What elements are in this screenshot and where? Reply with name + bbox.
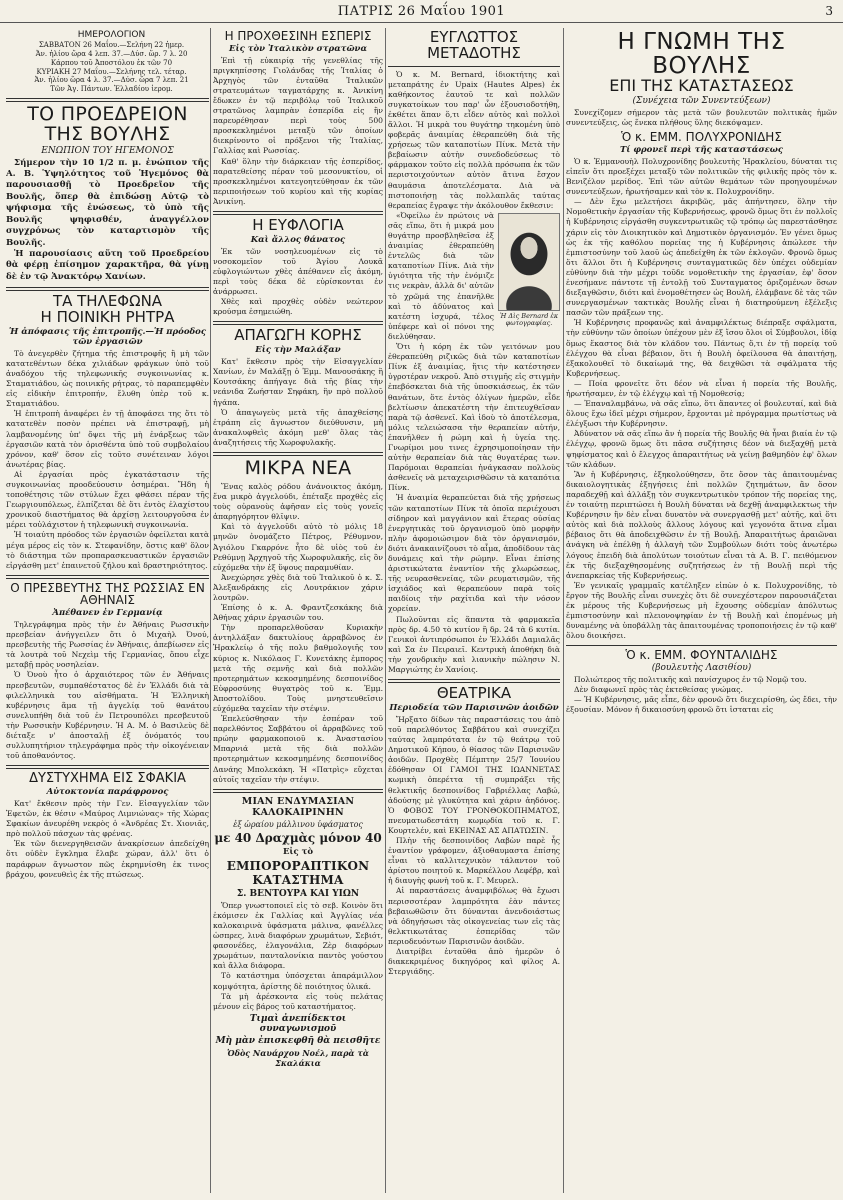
- article-paragraph: Ἐπίσης ὁ κ. Α. Φραντζεσκάκης διὰ Ἀθήνας χάριν ἐργασιῶν του.: [213, 603, 383, 623]
- article-paragraph: Ὁ ἀπαγωγεὺς μετὰ τῆς ἀπαχθείσης ἐτράπη εἰς ἄγνωστον διεύθυνσιν, μὴ ἀνακαλυφθεὶς ἀκόμη μεθ' ὅλας τὰς ἀναζητήσεις τῆς Χωροφυλακῆς.: [213, 407, 383, 447]
- continued-note: (Συνέχεια τῶν Συνεντεύξεων): [632, 96, 771, 107]
- ad-line: ΜΙΑΝ ΕΝΔΥΜΑΣΙΑΝ ΚΑΛΟΚΑΙΡΙΝΗΝ: [241, 795, 355, 818]
- ad-line: Σ. ΒΕΝΤΟΥΡΑ ΚΑΙ ΥΙΩΝ: [236, 888, 360, 899]
- article-paragraph: Χθὲς καὶ προχθὲς οὐδὲν νεώτερον κρούσμα ἐσημειώθη.: [213, 297, 383, 317]
- headline: ΕΥΓΛΩΤΤΟΣ ΜΕΤΑΔΟΤΗΣ: [427, 30, 521, 62]
- article-paragraph: Ὅπερ γνωστοποιεῖ εἰς τὸ σεβ. Κοινὸν ὅτι ἐκόμισεν ἐκ Γαλλίας καὶ Ἀγγλίας νέα καλοκαιρινὰ ὑφάσματα μάλινα, φανέλλες ὡσπρες, λινὰ διαφόρων χρωμάτων, Σεβιότ, φασονέδες, ἐλαγονάλια, Ζὲρ διαφόρων χρωμάτων, πανταλονίκια παντὸς γούστου καὶ ἄλλα διάφορα.: [213, 900, 383, 971]
- article-paragraph: Ὁ κ. Ἐμμανουὴλ Πολυχρονίδης βουλευτὴς Ἡρακλείου, δύναται τις εἰπεῖν ὅτι προεξέχει μεταξὺ τῶν πολιτικῶν τῆς φιλικῆς πρὸς τὸν κ. Βενιζέλον μερίδος. Ἐπὶ τῶν αὐτῶν θεμάτων τῶν προηγουμένων συνεντεύξεων, ἠρωτήσαμεν καὶ τὸν κ. Πολυχρονίδην.: [566, 156, 837, 197]
- subheadline: Τί φρονεῖ περὶ τῆς καταστάσεως: [619, 144, 784, 155]
- article-paragraph: Ἐπὶ τῇ εὐκαιρίᾳ τῆς γενεθλίας τῆς πριγκηπίσσης Γιολάνδας τῆς Ἰταλίας ὁ Ἀρχηγὸς τῶν ἐνταῦθα Ἰταλικῶν στρατευμάτων ταγματάρχης κ. Ἀνικίνη ἔδωκεν ἐν τῷ περιβόλῳ τοῦ Ἰταλικοῦ στρατῶνος λαμπρὰν ἑσπερίδα εἰς ἣν παρευρέθησαν περὶ τοὺς 500 προσκεκλημένοι μεταξὺ τῶν ὁποίων διεκρίνοντο οἱ πρόξενοι τῆς Ἰταλίας, Γαλλίας καὶ Ρωσσίας.: [213, 55, 383, 156]
- article-paragraph: Τὸ κατάστημα ὑπόσχεται ἀπαράμιλλον κομψότητα, ἀρίστης δὲ ποιότητος ὑλικά.: [213, 971, 383, 991]
- calendar-line: ΚΥΡΙΑΚΗ 27 Μαΐου.—Σελήνης τελ. τέταρ.: [36, 67, 187, 76]
- headline: ΕΠΙ ΤΗΣ ΚΑΤΑΣΤΑΣΕΩΣ: [609, 76, 794, 96]
- headline: Η ΓΝΩΜΗ ΤΗΣ ΒΟΥΛΗΣ: [617, 30, 786, 80]
- subheadline: Αὐτοκτονία παράφρονος: [46, 786, 169, 797]
- article-paragraph: Τὰ μὴ ἀρέσκοντα εἰς τοὺς πελάτας μένουν εἰς βάρος τοῦ καταστήματος.: [213, 991, 383, 1011]
- article-paragraph: Κατ' ἔκθεσιν πρὸς τὴν Εἰσαγγελίαν Χανίων, ἐν Μαλάξῃ ὁ Ἐμμ. Μανουσάκης ἢ Κουτσάκης ἀπήγαγε διὰ τῆς βίας τὴν νεάνιδα Ζωήσταν Σηφάκη, ἣν πρὸ πολλοῦ ἠγάπα.: [213, 357, 383, 407]
- ad-line: με 40 Δραχμὰς μόνον 40: [214, 830, 382, 845]
- calendar-line: Κάρπου τοῦ Ἀποστόλου ἐκ τῶν 70: [50, 58, 173, 67]
- divider: [566, 645, 837, 646]
- article-paragraph: Πολιώτερος τῆς πολιτικῆς καὶ πανίσχυρος ἐν τῷ Νομῷ του.: [574, 674, 807, 684]
- column-rule: [385, 28, 386, 1193]
- ad-line: Τιμαὶ ἀνεπίδεκτοι συναγωνισμοῦ: [249, 1013, 347, 1034]
- divider: [6, 575, 209, 579]
- divider: [213, 211, 383, 215]
- column-1: [6, 30, 209, 1190]
- article-paragraph: Δὲν διαφωνεῖ πρὸς τὰς ἐκτεθείσας γνώμας.: [574, 685, 743, 695]
- divider: [213, 452, 383, 456]
- article-paragraph: Καθ' ὅλην τὴν διάρκειαν τῆς ἑσπερίδος, παρατεθείσης πέραν τοῦ μεσονυκτίου, οἱ προσκεκλημένοι κατεγοητεύθησαν ἐκ τῶν περιποιήσεων τοῦ κυρίου καὶ τῆς κυρίας Ἀνικίνη.: [213, 156, 383, 206]
- divider: [388, 66, 560, 67]
- article-paragraph: Ἡ ἀναιμία θεραπεύεται διὰ τῆς χρήσεως τῶν καταποτίων Πίνκ τὰ ὁποῖα περιέχουσι σίδηρον καὶ μαγγάνιον καὶ ἕτερας οὐσίας ἐνεργητικὰς τοῦ ὀργανισμοῦ ὑπὸ μορφὴν πλὴν ἀφομοιώσιμον διὰ τὸν ὀργανισμόν, διότι ἀνακαινίζουσι τὸ αἷμα, ἀποδίδουν τὰς δυνάμεις καὶ τὴν ρώμην. Εἶναι ἐπίσης ἀριστικώτατα ἐναντίον τῆς χλωρώσεως, τῆς νευρασθενείας, τῶν ρευματισμῶν, τῆς ἰσχιάδος καὶ θεραπεύουν παρὰ τοῖς παιδίοις τὴν ραχίτιδα καὶ τὴν νόσον χορείαν.: [388, 493, 560, 614]
- column-4: [566, 30, 837, 1190]
- subheadline: Εἰς τὸν Ἰταλικὸν στρατῶνα: [229, 43, 367, 54]
- article-paragraph: Ὁ Ὀνοὺ ἦτο ὁ ἀρχαιότερος τῶν ἐν Ἀθήναις πρεσβευτῶν, συμπαθέστατος δὲ ἐν Ἑλλάδι διὰ τὰ φιλελληνικὰ του αἰσθήματα. Ἡ Ἑλληνικὴ κυβέρνησις ἅμα τῇ ἀγγελίᾳ τοῦ θανάτου συνελυπήθη διὰ τοῦ ἐν Πετρουπόλει πρεσβευτοῦ τὴν Ρωσσικὴν Κυβέρνησιν. Ἡ Α. Μ. ὁ Βασιλεὺς δὲ διέταξε ν' ἀποσταλῇ ἐξ ὀνόματός του συλλυπητήριον τηλεγράφημα πρὸς τὴν οἰκογένειαν τοῦ ἀποθανόντος.: [6, 670, 209, 761]
- column-rule: [563, 28, 564, 1193]
- article-paragraph: Συνεχίζομεν σήμερον τὰς μετὰ τῶν βουλευτῶν πολιτικὰς ἡμῶν συνεντεύξεις, ὡς ἕνεκα πλήθους ὕλης διεκόψαμεν.: [566, 108, 837, 128]
- ad-line: Ὁδὸς Ναυάρχου Νοέλ, παρὰ τὰ Σκαλάκια: [227, 1047, 369, 1068]
- calendar-line: Ἀν. ἡλίου ὥρα 4 λ. 37.—Δύσ. ὥρα 7 λεπ. 21: [34, 76, 189, 85]
- article-paragraph: Καὶ τὸ ἀγγελοῦδι αὐτὸ τὸ μόλις 18 μηνῶν ὀνομάζετο Πέτρος, Ρέθυμνον, Ἀγιόλου Γκαρρόνε ἦτο δὲ υἱὸς τοῦ ἐν Ρεθύμνῃ Ἀρχηγοῦ τῆς Χωροφυλακῆς, εἰς ὃν εὐχόμεθα τὴν ἐξ ὕψους παραμυθίαν.: [213, 522, 383, 572]
- article-paragraph: Ὅτι ἡ κόρη ἐκ τῶν γειτόνων μου ἐθεραπεύθη ριζικῶς διὰ τῶν καταποτίων Πίνκ ἐξ ἀναιμίας, ἥτις τὴν κατέστησεν ὑγροτέραν νεκροῦ. Ἀπὸ στιγμῆς εἰς στιγμὴν ἐπεβόσκεται διὰ τῆς ὑποσκιάσεως, ἐκ τῶν θανάτων, ὅτε ἐντὸς ὀλίγων ἡμερῶν, εἶδε βελτίωσιν ἀπεκατέστη τὴν ἐπιτευχθεῖσαν παρὰ τῷ ἀσθενεῖ. Καὶ ἰδοὺ τὸ ἀποτέλεσμα, μόλις τελειώσασα τὴν θεραπείαν αὐτήν, ἐπανῆλθεν ἡ ρώμη καὶ ἡ ὑγεία της. Γνωρίμοι μου τινες ἐχρησιμοποίησαν τὴν αὐτὴν θεραπείαν διὰ τὰς θυγατέρας των. Παρόμοιαι θεραπείαι ἠνάγκασαν πολλοὺς ἀσθενεῖς νὰ μεταχειρισθῶσιν τὰ καταπότια Πίνκ.: [388, 342, 560, 493]
- headline: ΤΟ ΠΡΟΕΔΡΕΙΟΝ ΤΗΣ ΒΟΥΛΗΣ: [27, 102, 188, 145]
- article-paragraph: Ἐκ τῶν διενεργηθεισῶν ἀνακρίσεων ἀπεδείχθη ὅτι οὐδὲν ἔγκλημα ἔλαβε χώραν, ἀλλ' ὅτι ὁ παράφρων ἄγνωστον πῶς ἐκρημνίσθη ἐκ τινος βράχου, φονευθεὶς ἐκ τῆς πτώσεως.: [6, 839, 209, 879]
- article-paragraph: — Ἡ Κυβέρνησις, μᾶς εἶπε, δὲν φρονῶ ὅτι διεχειρίσθη, ὡς ἔδει, τὴν ἐξουσίαν. Μόνον ἡ δικαιοσύνη φρονῶ ὅτι ἱσταται εἰς: [566, 695, 837, 715]
- article-paragraph: Σήμερον τὴν 10 1/2 π. μ. ἐνώπιον τῆς Α. Β. Ὑψηλότητος τοῦ Ἡγεμόνος θὰ παρουσιασθῇ τὸ Προεδρεῖον τῆς Βουλῆς, ὅπερ θὰ ἐπιδώσῃ Αὐτῷ τὸ ψήφισμα τῆς ἑνώσεως, τὸ ὑπὸ τῆς Βουλῆς ψηφισθέν, ἀναγγέλλον συγχρόνως τὸν καταρτισμὸν τῆς Βουλῆς.: [6, 157, 209, 248]
- headline: Η ΠΡΟΧΘΕΣΙΝΗ ΕΣΠΕΡΙΣ: [224, 30, 372, 43]
- kicker: Ἡ ἀπόφασις τῆς ἐπιτροπῆς.—Ἡ πρόοδος τῶν ἐργασιῶν: [8, 326, 207, 347]
- article-paragraph: Ἀνεχώρησε χθὲς διὰ τοῦ Ἰταλικοῦ ὁ κ. Σ. Ἀλεξανδράκης εἰς Λουτράκιον χάριν λουτρῶν.: [213, 572, 383, 602]
- article-paragraph: — Ποία φρονεῖτε ὅτι δέον νὰ εἶναι ἡ πορεία τῆς Βουλῆς, ἠρωτήσαμεν, ἐν τῷ ἐλέγχῳ καὶ τῇ Νομοθεσίᾳ;: [566, 378, 837, 399]
- page-number: 3: [825, 4, 833, 18]
- subheadline: Εἰς τὴν Μαλάξαν: [255, 345, 341, 356]
- photo-caption: Ἡ Δὶς Bernard ἐκ φωτογραφίας.: [499, 311, 559, 327]
- column-2: [213, 30, 383, 1190]
- divider: [6, 287, 209, 291]
- masthead: [0, 0, 843, 23]
- article-paragraph: Ἡ ἐπιτροπὴ ἀναφέρει ἐν τῇ ἀποφάσει της ὅτι τὸ κατατεθὲν ποσὸν πρέπει νὰ ἐπιστραφῇ, μὴ λαμβανομένης ὑπ' ὄψει τῆς μὴ ἐνάρξεως τῶν ἐργασιῶν κατὰ τὸν ὁρισθέντα ὑπὸ τοῦ συμβολαίου χρόνον, καθ' ὅσον εἰς τοῦτο συνέτειναν λόγοι ἀνωτέρας βίας.: [6, 409, 209, 469]
- divider: [6, 98, 209, 102]
- article-paragraph: Ἤρξατο δίδων τὰς παραστάσεις του ἀπὸ τοῦ παρελθόντος Σαββάτου καὶ συνεχίζει ταύτας λαμπρότατα ἐν τῷ θεάτρῳ τοῦ Δημοτικοῦ Κήπου, ὁ θίασος τῶν Παρισινῶν ἀοιδῶν. Προχθὲς Πέμπτην 25/7 Ἰουνίου ἐδόθησαν ΟΙ ΓΑΜΟΙ ΤΗΣ ΙΩΑΝΝΕΤΑΣ κωμικὴ ὀπερέττα τῇ συμπράξει τῆς θελκτικῆς δεσποινίδος Γαβριέλλας Λαβώ, ἀδούσης μὲ γλυκύτητα καὶ χάριν ἀηδόνος. Ὁ ΦΟΒΟΣ ΤΟΥ ΓΡΟΝΘΟΚΟΠΗΜΑΤΟΣ, πνευματωδεστάτη κωμῳδία τοῦ κ. Γ. Κουρτελέν, καὶ ΕΚΕΙΝΑΣ ΑΣ ΑΠΑΤΩΣΙΝ.: [388, 714, 560, 835]
- headline: Η ΠΟΙΝΙΚΗ ΡΗΤΡΑ: [40, 308, 175, 327]
- article-paragraph: Πλὴν τῆς δεσποινίδος Λαβὼν παρὲ ἧς ἐναντίον γράφομεν, ἀξιοθαυμαστα ἐπίσης εἶναι τὸ καλλιτεχνικὸν τάλαντον τοῦ ἀρίστου ποιητοῦ κ. Μαρκέλλου Λεφέβρ, καὶ ἡ διαυγὴς φωνὴ τοῦ κ. Γ. Μευρελ.: [388, 836, 560, 886]
- column-3: [388, 30, 560, 1190]
- divider: [388, 679, 560, 683]
- article-paragraph: Αἱ ἐργασίαι πρὸς ἐγκατάστασιν τῆς συγκοινωνίας προοδεύουσιν ὁσημέραι. Ἤδη ἡ τοποθέτησις τῶν στύλων ἔχει φθάσει πέραν τῆς Γεωργιουπόλεως, ἐλπίζεται δὲ ὅτι ἐντὸς ἐλαχίστου χρονικοῦ διαστήματος θὰ ἀρχίσῃ λειτουργοῦσα ἐν μέρει τοὐλάχιστον ἡ τηλεφωνικὴ συγκοινωνία.: [6, 469, 209, 530]
- headline: Ο ΠΡΕΣΒΕΥΤΗΣ ΤΗΣ ΡΩΣΣΙΑΣ ΕΝ ΑΘΗΝΑΙΣ: [10, 580, 205, 608]
- subheadline: Ἀπέθανεν ἐν Γερμανίᾳ: [52, 608, 163, 619]
- divider: [213, 789, 383, 793]
- headline: ΑΠΑΓΩΓΗ ΚΟΡΗΣ: [234, 326, 362, 345]
- article-paragraph: Ἂν ἡ Κυβέρνησις, ἐξηκολούθησεν, ὅτε ὅσον τὰς ἀπαιτουμένας δικαιολογητικὰς ἐξηγήσεις ἐπὶ πολλῶν ζητημάτων, ἂν ὅσον παραδεχθῇ καὶ ἀλλάξῃ τὸν συγκεντρωτικὸν τρόπον τῆς πορείας της, ἐν τοιαύτῃ περιπτώσει ἡ Βουλὴ δύναται νὰ δεχθῇ ἀναμφιλεκτως τὴν Κυβέρνησιν ἣν δὲν εἶναι δυνατὸν νὰ συνεργασθῇ μετ' αὐτῆς, καὶ ὅτι αὐτὸς καὶ διὰ πολλοὺς ἄλλους λόγους καὶ γεγονότα ἅτινα εἶμαι βέβαιος ὅτι θὰ ἀποδειχθῶσιν ἐν τῇ Βουλῇ. Ἀπαραιτήτως ἀραιῶναι ἀνάγκη νὰ ἐπέλθῃ ἡ ἀλλαγὴ τῶν Συμβούλων διότι τοὺς ἀνωτέρω λόγους ἐπειδὴ διὰ ἀπολύτων τοιούτων εἶναι τὰ Α. Β. Γ. πειθόμενον ἐκ τῆς διεξαχθησομένης συζητήσεως ἐν τῇ Βουλῇ περὶ τῆς ἀνεπαρκείας τῆς Κυβερνήσεως.: [566, 469, 837, 580]
- article-paragraph: Διατρίβει ἐνταῦθα ἀπὸ ἡμερῶν ὁ διακεκριμένος δικηγόρος καὶ φίλος Α. Στεργιάδης.: [388, 947, 560, 977]
- article-paragraph: Πωλοῦνται εἰς ἅπαντα τὰ φαρμακεῖα πρὸς δρ. 4.50 τὸ κυτίον ἢ δρ. 24 τὰ 6 κυτία. Γενικοὶ ἀντιπρόσωποι ἐν Ἑλλάδι Δαμιαλᾶς καὶ Σα ἐν Πειραιεῖ. Κεντρικὴ ἀποθήκη διὰ τὴν χονδρικὴν καὶ λιανικὴν πώλησιν Ν. Μαργιώτης ἐν Χανίοις.: [388, 614, 560, 675]
- subheadline: (βουλευτὴς Λασιθίου): [651, 662, 752, 673]
- divider: [6, 765, 209, 769]
- article-paragraph: Αἱ παραστάσεις ἀναμφιβόλως θὰ ἔχωσι περισσοτέραν λαμπρότητα ἐὰν πάντες βεβαιωθῶσιν ὅτι δύνανται ἀνενδοιάστως νὰ ὁδηγήσωσι τὰς οἰκογενείας των εἰς τὰς θελκτικωτάτας ἑσπερίδας τῶν περιοδευόντων Παρισινῶν ἀοιδῶν.: [388, 886, 560, 946]
- article-paragraph: Ὁ κ. Μ. Bernard, ἰδιοκτήτης καὶ μεταπράτης ἐν Upaix (Hautes Alpes) ἐκ καθήκοντος ἑαυτοῦ τε καὶ πολλῶν συγκατοίκων του παρ' ὧν ἐξουσιοδοτήθη, ἐκθέτει ἅπαν ὅ,τι εἶδεν αὐτὸς καὶ πολλοὶ ἄλλοι. Ἡ μικρὰ του θυγάτηρ τηκομένη ὑπὸ φοβερᾶς ἀναιμίας ἐθεραπεύθη διὰ τῆς χρήσεως τῶν καταποτίων Πίνκ. Μετὰ τὴν βεβαίωσιν αὐτὴν συνεδοδεύσεως τὸ φάρμακον τοῦτο εἰς πολλὰ πρόσωπα ἐκ τῶν περιστοιχούντων αὐτὸν ἅτινα ἔσχον θαυμάσια ἀποτελέσματα. Διὰ νὰ πιστοποιήσῃ τὰς πολλαπλᾶς ταύτας θεραπείας ἔγραψε τὴν ἀκόλουθον ἔκθεσιν:: [388, 69, 560, 210]
- headline: ΜΙΚΡΑ ΝΕΑ: [244, 457, 352, 479]
- column-rule: [210, 28, 211, 1193]
- subheadline: Καὶ ἄλλος θάνατος: [250, 234, 346, 245]
- calendar-heading: ΗΜΕΡΟΛΟΓΙΟΝ: [77, 30, 146, 40]
- article-paragraph: Κατ' ἔκθεσιν πρὸς τὴν Γεν. Εἰσαγγελίαν τῶν Ἐφετῶν, ἐκ θέσιν «Μαύρος Λιμνιώνας» τῆς Χώρας Σφακίων ἀνευρέθη νεκρὸς ὁ «Ἀνδρέας Στ. Χιονιᾶς, πρὸ πολλοῦ πάσχων τὰς φρένας.: [6, 798, 209, 839]
- article-paragraph: Ἀδύνατον νὰ σᾶς εἴπω ἂν ἡ πορεία τῆς Βουλῆς θὰ ἦναι βιαία ἐν τῷ ἐλέγχῳ, φρονῶ ὅμως ὅτι πᾶσα συζήτησις δέον νὰ διεξαχθῇ μετὰ ψηφίσματος καὶ ὁ ἔλεγχος ἀπαραιτήτως νὰ γείνῃ βαθμηδὸν ἐφ' ὅλων τῶν κλάδων.: [566, 429, 837, 469]
- article-paragraph: Τὴν προπαρελθοῦσαν Κυριακὴν ἀντηλλάξαν δακτυλίους ἀρραβῶνος ἐν Ἡρακλείῳ ὁ τῆς πολυ βαθμολογιῆς του κύριος κ. Νικόλαος Γ. Κυνετάκης ἐμπορος μετὰ τῆς σεμνῆς καὶ διὰ πολλῶν προτερημάτων κεκοσμημένης δεσποινίδος Εὐφροσύνης θυγατρὸς τοῦ κ. Ἐμμ. Ἀποστολίδου. Τοὺς μνηστευθεῖσιν εὐχόμεθα ταχεῖαν τὴν στέψιν.: [213, 623, 383, 713]
- article-paragraph: Ἐκ τῶν νοσηλευομένων εἰς τὸ νοσοκομεῖον τοῦ Ἁγίου Λουκᾶ εὐφλογιώντων χθὲς ἀπέθανεν εἷς ἀκόμη, περὶ τοὺς δέκα δὲ εὑρίσκονται ἐν ἀνάρρωσει.: [213, 246, 383, 297]
- article-paragraph: Τηλεγράφημα πρὸς τὴν ἐν Ἀθήναις Ρωσσικὴν πρεσβείαν ἀνήγγειλεν ὅτι ὁ Μιχαὴλ Ὀνού, πρεσβευτὴς τῆς Ρωσσίας ἐν Ἀθήναις, ἀπεβίωσεν εἰς τὰ λουτρὰ τοῦ Νεχεὶμ τῆς Γερμανίας, ὅπου εἶχε μεταβῇ πρὸς νοσηλείαν.: [6, 620, 209, 670]
- calendar-line: Ἀν. ἡλίου ὥρα 4 λεπ. 37.—Δύσ. ὥρ. 7 λ. 20: [35, 50, 188, 58]
- subheadline: ΕΝΩΠΙΟΝ ΤΟΥ ΗΓΕΜΟΝΟΣ: [41, 145, 174, 156]
- headline: ΤΑ ΤΗΛΕΦΩΝΑ: [52, 292, 163, 311]
- newspaper-title: ΠΑΤΡΙΣ 26 Μαΐου 1901: [337, 4, 506, 19]
- article-paragraph: Ἡ Κυβέρνησις προφανῶς καὶ ἀναμφιλέκτως διέπραξε σφάλματα, τὴν εὐθύνην τῶν ὁποίων ὑπέχουν μὲν ἐξ ἴσου ὅλοι οἱ Σύμβουλοι, ἰδίᾳ ὅμως ἕκαστος διὰ τὸν κλάδον του. Πάντως ὅ,τι ἐν τῇ πορείᾳ τοῦ ἐλέγχου θὰ εἶναι βέβαιον, ὅτι ἡ Βουλὴ ὀφείλουσα θὰ ἀπαιτήσῃ, ἐξακολουθεῖ τὸ δικαίωμά της, θὰ δειχθῶσι τὰ σφάλματα τῆς Κυβερνήσεως.: [566, 318, 837, 378]
- headline: ΘΕΑΤΡΙΚΑ: [436, 684, 512, 703]
- section-heading: Ὁ κ. ΕΜΜ. ΦΟΥΝΤΑΛΙΔΗΣ: [625, 648, 778, 663]
- article-paragraph: Ἐπελεύσθησαν τὴν ἑσπέραν τοῦ παρελθόντος Σαββάτου οἱ ἀρραβῶνες τοῦ πρώην φαρμακοποιοῦ κ. Ἀναστασίου Μπαρνιά μετὰ τῆς διὰ πολλῶν προτερημάτων κεκοσμημένης δεσποινίδος Δανάης Μπολεκάκη. Ἡ «Πατρὶς» εὔχεται αὐτοῖς ταχεῖαν τὴν στέψιν.: [213, 714, 383, 784]
- article-paragraph: Ἡ παρουσίασις αὕτη τοῦ Προεδρείου θὰ φέρῃ ἐπίσημον χαρακτῆρα, θὰ γίνῃ δὲ ἐν τῷ Ἀνακτόρῳ Χανίων.: [6, 249, 209, 282]
- article-paragraph: Ἕνας καλὸς ρόδου ἀνάνοικτος ἀκόμη, ἕνα μικρὸ ἀγγελούδι, ἐπέταξε προχθὲς εἰς τοὺς οὐρανοὺς ἀφῆσαν εἰς τοὺς γονεῖς ἀπαρηγόρητον θλῖψιν.: [213, 481, 383, 522]
- article-paragraph: — Δὲν ἔχω μελετήσει ἀκριβῶς, μᾶς ἀπήντησεν, ὅλην τὴν Νομοθετικὴν ἐργασίαν τῆς Κυβερνήσεως, φρονῶ ὅμως ὅτι ἐν πολλοῖς ἡ Κυβέρνησις εἰργάσθη συγκεντρωτικῶς τῷ τρόπῳ ὡς παρεστάσθησε χάριν εἰς τὸν Διοικητικὸν καὶ Δημοτικὸν ὀργανισμόν. Ἐν γένει ὅμως ὡς ἐκ τῆς καθόλου πορείας της ἡ Κυβέρνησις ἀπώλεσε τὴν ἐμπιστοσύνην τοῦ λαοῦ ὡς ἀπεδείχθη ἐκ τῶν ἐκλογῶν. Φρονῶ ὅμως ὅτι ἄλλοι ὅτι ἡ Κυβέρνησις συνταγματικῶς δὲν ὑπέχει οὐδεμίαν εὐθύνην διὰ τὴν μέχρι τοῦδε νομοθετικὴν της ἐργασίαν, ἐφ' ὅσον ἐνεσήμανε πάντοτε τῇ ἐντολῇ τοῦ Συνταγματος ὁριζομένων ὅσων διεξαγθῶσιν, διότι καὶ ἐνομοθέτησεν ὡς Βουλή, ἐλάμβανε δὲ τὰς τῶν συνεργασμένων τακτικὰς Βουλῆς εἶναι ἡ διατηρούμενη ἐξέλεξις πασῶν τῶν πράξεων της.: [566, 197, 837, 318]
- tailor-advertisement: [213, 796, 383, 1068]
- calendar-line: ΣΑΒΒΑΤΟΝ 26 Μαΐου.—Σελήνη 22 ἡμερ.: [38, 41, 185, 50]
- article-paragraph: Τὸ ἀνεγερθὲν ζήτημα τῆς ἐπιστροφῆς ἢ μὴ τῶν κατατεθέντων δέκα χιλιάδων φράγκων ὑπὸ τοῦ ἀναδόχου τῆς τηλεφωνικῆς συγκοινωνίας κ. Σταματιάδου, ὡς ποινικῆς ρήτρας, τὸ παραπεμφθὲν εἰς εἰδικὴν ἐπιτροπήν, ἔλυθη ὑπὲρ τοῦ κ. Σταματιάδου.: [6, 348, 209, 409]
- divider: [213, 321, 383, 325]
- portrait-image: [498, 213, 560, 311]
- ad-line: ΕΜΠΟΡΟΡΑΠΤΙΚΟΝ ΚΑΤΑΣΤΗΜΑ: [226, 858, 370, 887]
- article-paragraph: — Ἐπαναλαμβάνω, νὰ σᾶς εἴπω, ὅτι ἅπαντες οἱ βουλευταί, καὶ διὰ ὅλους ἔχω ἰδεῖ μέχρι σήμερον, ἔρχονται μὲ πρόγραμμα πρωτίστως νὰ ἐλέγξωσι τὴν Κυβέρνησιν.: [566, 399, 837, 429]
- calendar-box: [6, 30, 209, 94]
- ad-line: Μὴ μὰν ἐπισκεφθῆ θὰ πεισθῆτε: [215, 1035, 381, 1046]
- ad-line: ἐξ ὡραίου μάλλινου ὑφάσματος: [233, 819, 363, 829]
- article-paragraph: Ἡ τοιαύτη πρόοδος τῶν ἐργασιῶν ὀφείλεται κατὰ μέγα μέρος εἰς τὸν κ. Στεφανίδην, ὅστις καθ' ὅλον τὸ διάστημα τῶν προπαρασκευαστικῶν ἐργασιῶν εἰργάσθη μετ' ἐπαινετοῦ ζήλου καὶ δραστηριότητος.: [6, 530, 209, 570]
- article-paragraph: «Ὀφείλω ἐν πρώτοις νὰ σᾶς εἴπω, ὅτι ἡ μικρά μου θυγάτηρ προσβληθεῖσα ἐξ ἀναιμίας ἐθεραπεύθη ἐντελῶς διὰ τῶν καταποτίων Πίνκ. Διὰ τὴν ὑγιότητα τῆς τὴν ἐνόμιζε τις νεκρὰν, ἀλλὰ δι' αὐτῶν τὸ χρῶμά της ἐπανῆλθε καὶ τὸ ἀδύνατος καὶ κατέστη ἰσχυρά, τέλος ὑπέφερε καὶ οἱ πόνοι της διελύθησαν.: [388, 210, 494, 341]
- headline: Η ΕΥΦΛΟΓΙΑ: [252, 216, 344, 234]
- calendar-line: Τῶν Ἁγ. Πάντων. Ἑλλαδίου ἱερομ.: [50, 85, 173, 93]
- ad-line: Εἰς τὸ: [282, 846, 314, 857]
- article-paragraph: Ἐν γενικαῖς γραμμαῖς κατέληξεν εἰπὼν ὁ κ. Πολυχρονίδης, τὸ ἔργον τῆς Βουλῆς εἶναι συνεχὲς ὅτι δὲ συνεχέστερον παρουσιάζεται ἐκ μέρους τῆς Κυβερνήσεως μὴ ἔχουσης οὐδεμίαν ἀπόλυτως ἐμπιστοσύνην καὶ πλειονοψηφίαν ἐν τῇ Βουλῇ καὶ ἐπομένως μὴ δυναμένης νὰ ὑποβάλλῃ τὰς ἀπαιτουμένας τροποποιήσεις ἐν τῷ καθ' ὅλου διοικήσει.: [566, 580, 837, 641]
- subheadline: Περιοδεία τῶν Παρισινῶν ἀοιδῶν: [389, 702, 559, 713]
- portrait-photo: [498, 213, 560, 327]
- section-heading: Ὁ κ. ΕΜΜ. ΠΟΛΥΧΡΟΝΙΔΗΣ: [621, 130, 782, 145]
- headline: ΔΥΣΤΥΧΗΜΑ ΕΙΣ ΣΦΑΚΙΑ: [29, 771, 186, 787]
